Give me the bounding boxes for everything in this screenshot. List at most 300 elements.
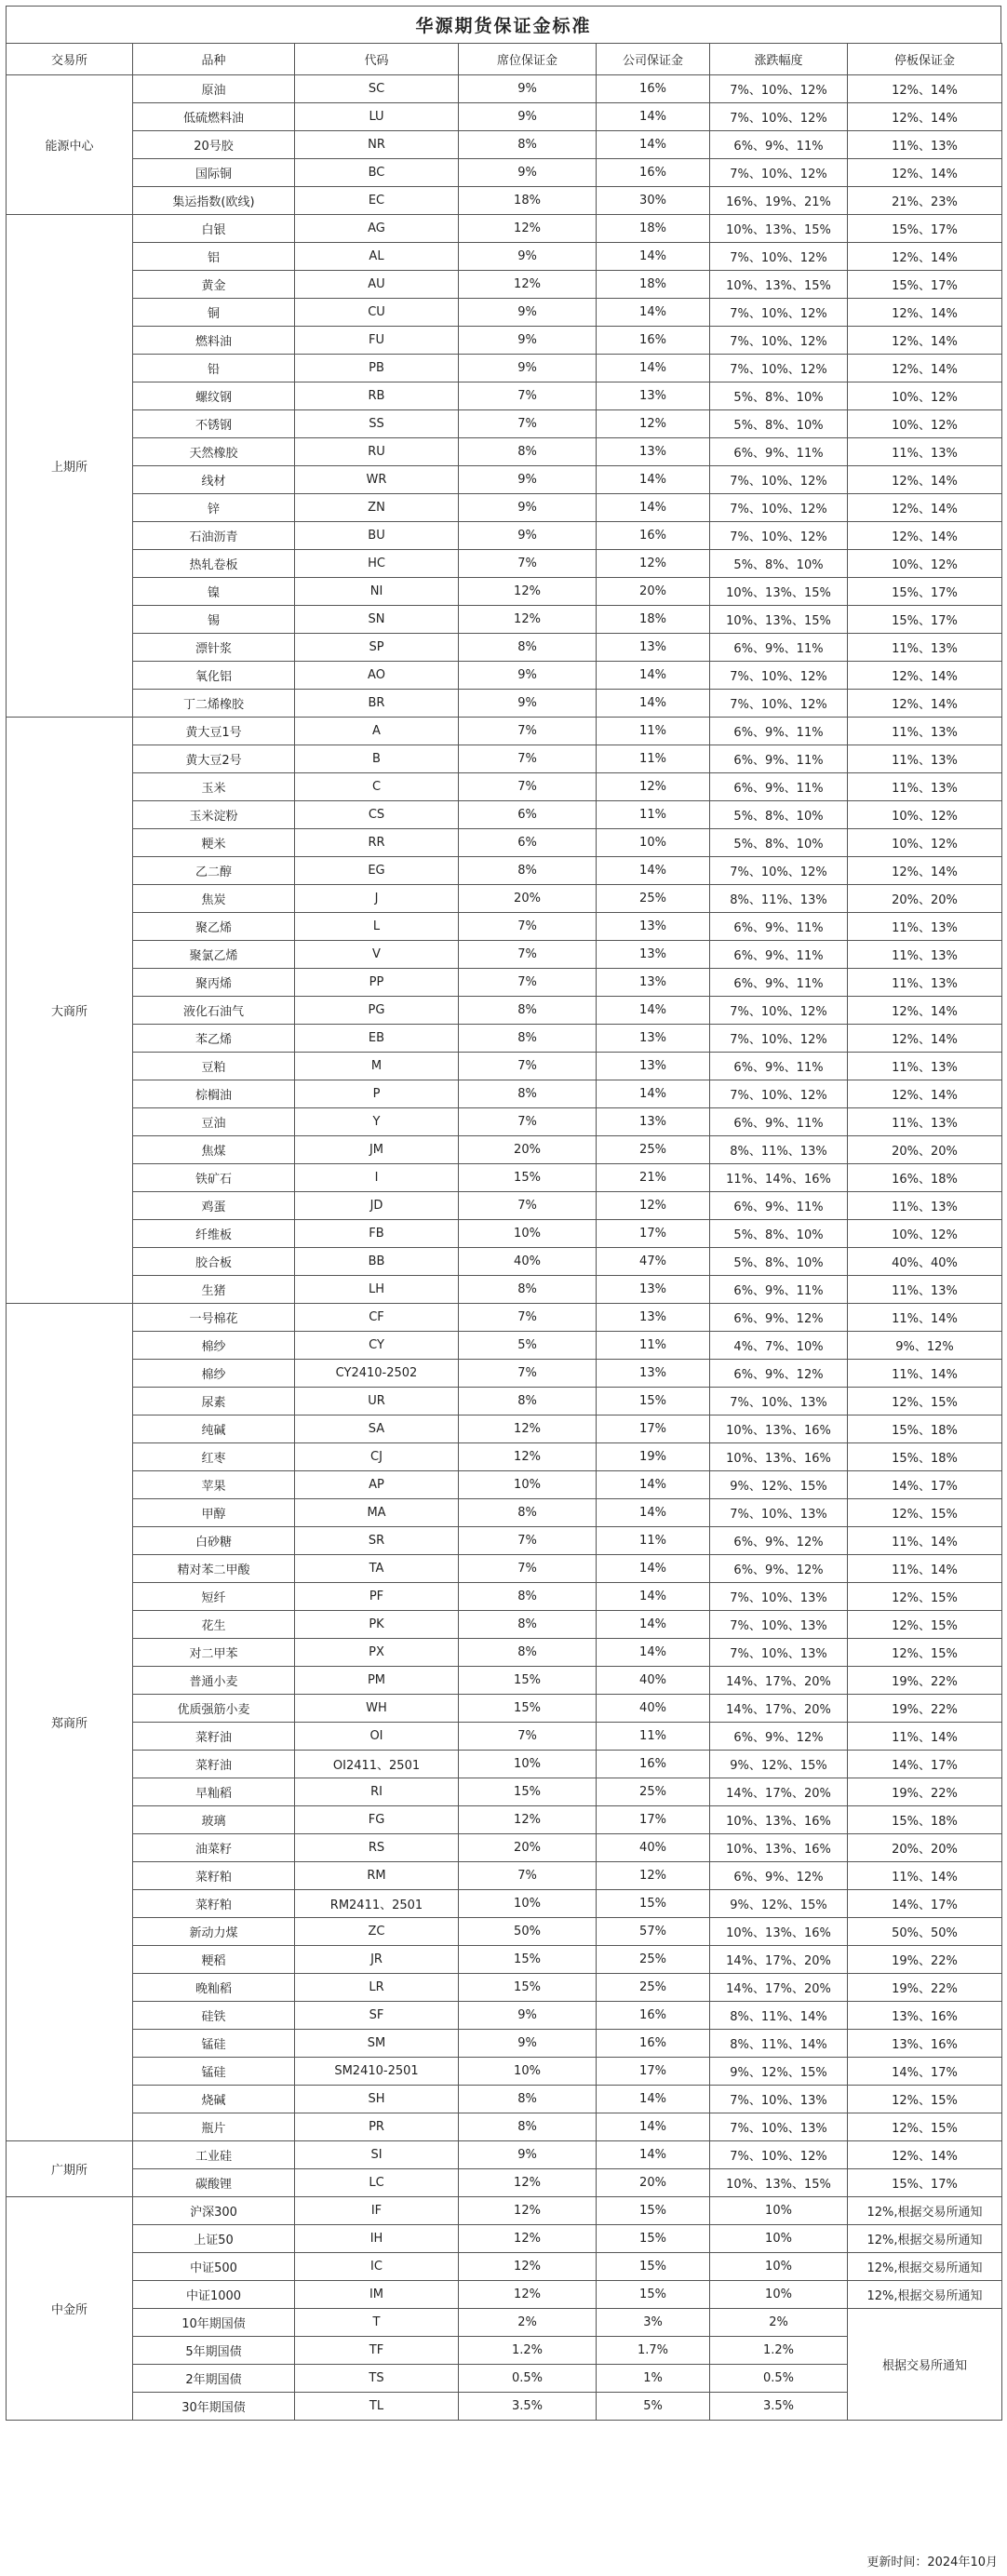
price-limit-cell: 6%、9%、11% (710, 718, 848, 745)
table-row (7, 438, 1002, 466)
product-cell: 20号胶 (133, 131, 295, 159)
product-cell: 菜籽粕 (133, 1862, 295, 1890)
code-cell: RB (295, 382, 459, 410)
limit-margin-cell: 10%、12% (848, 1220, 1002, 1248)
code-cell: SS (295, 410, 459, 438)
product-cell: 瓶片 (133, 2113, 295, 2141)
limit-margin-cell: 12%、14% (848, 243, 1002, 271)
price-limit-cell: 14%、17%、20% (710, 1778, 848, 1806)
company-margin-cell: 13% (597, 1304, 710, 1332)
product-cell: 尿素 (133, 1388, 295, 1415)
table-row (7, 1471, 1002, 1499)
product-cell: 5年期国债 (133, 2337, 295, 2365)
product-cell: 镍 (133, 578, 295, 606)
limit-margin-cell: 16%、18% (848, 1164, 1002, 1192)
table-row (7, 1555, 1002, 1583)
limit-margin-cell: 12%、14% (848, 299, 1002, 327)
code-cell: PP (295, 969, 459, 997)
code-cell: I (295, 1164, 459, 1192)
code-cell: RR (295, 829, 459, 857)
company-margin-cell: 25% (597, 885, 710, 913)
price-limit-cell: 11%、14%、16% (710, 1164, 848, 1192)
seat-margin-cell: 12% (459, 215, 597, 243)
seat-margin-cell: 12% (459, 2253, 597, 2281)
limit-margin-cell: 根据交易所通知 (848, 2309, 1002, 2421)
price-limit-cell: 6%、9%、12% (710, 1723, 848, 1751)
seat-margin-cell: 9% (459, 327, 597, 355)
limit-margin-cell: 12%、15% (848, 1583, 1002, 1611)
code-cell: BR (295, 690, 459, 718)
price-limit-cell: 10% (710, 2225, 848, 2253)
seat-margin-cell: 7% (459, 969, 597, 997)
company-margin-cell: 14% (597, 494, 710, 522)
price-limit-cell: 9%、12%、15% (710, 2058, 848, 2086)
price-limit-cell: 6%、9%、11% (710, 1276, 848, 1304)
table-row (7, 327, 1002, 355)
company-margin-cell: 14% (597, 662, 710, 690)
product-cell: 花生 (133, 1611, 295, 1639)
limit-margin-cell: 11%、14% (848, 1862, 1002, 1890)
company-margin-cell: 14% (597, 243, 710, 271)
price-limit-cell: 5%、8%、10% (710, 1220, 848, 1248)
code-cell: CJ (295, 1443, 459, 1471)
product-cell: 燃料油 (133, 327, 295, 355)
price-limit-cell: 10%、13%、16% (710, 1443, 848, 1471)
code-cell: A (295, 718, 459, 745)
code-cell: WH (295, 1695, 459, 1723)
table-row (7, 1360, 1002, 1388)
company-margin-cell: 15% (597, 2197, 710, 2225)
product-cell: 菜籽油 (133, 1723, 295, 1751)
table-row (7, 1862, 1002, 1890)
price-limit-cell: 6%、9%、12% (710, 1527, 848, 1555)
product-cell: 热轧卷板 (133, 550, 295, 578)
price-limit-cell: 7%、10%、13% (710, 2086, 848, 2113)
seat-margin-cell: 9% (459, 494, 597, 522)
product-cell: 集运指数(欧线) (133, 187, 295, 215)
company-margin-cell: 14% (597, 1611, 710, 1639)
company-margin-cell: 20% (597, 2169, 710, 2197)
product-cell: 乙二醇 (133, 857, 295, 885)
company-margin-cell: 14% (597, 2113, 710, 2141)
seat-margin-cell: 10% (459, 1751, 597, 1778)
seat-margin-cell: 7% (459, 1304, 597, 1332)
price-limit-cell: 6%、9%、11% (710, 1108, 848, 1136)
code-cell: ZC (295, 1918, 459, 1946)
limit-margin-cell: 12%,根据交易所通知 (848, 2225, 1002, 2253)
table-row (7, 829, 1002, 857)
seat-margin-cell: 8% (459, 1583, 597, 1611)
seat-margin-cell: 1.2% (459, 2337, 597, 2365)
table-row (7, 662, 1002, 690)
company-margin-cell: 10% (597, 829, 710, 857)
code-cell: RS (295, 1834, 459, 1862)
header-product: 品种 (133, 44, 295, 75)
code-cell: FG (295, 1806, 459, 1834)
table-row (7, 1220, 1002, 1248)
product-cell: 苯乙烯 (133, 1025, 295, 1053)
seat-margin-cell: 20% (459, 1834, 597, 1862)
product-cell: 纯碱 (133, 1415, 295, 1443)
price-limit-cell: 7%、10%、12% (710, 159, 848, 187)
code-cell: TF (295, 2337, 459, 2365)
seat-margin-cell: 9% (459, 2030, 597, 2058)
table-row (7, 634, 1002, 662)
price-limit-cell: 3.5% (710, 2393, 848, 2421)
product-cell: 焦煤 (133, 1136, 295, 1164)
limit-margin-cell: 19%、22% (848, 1695, 1002, 1723)
table-row (7, 745, 1002, 773)
company-margin-cell: 18% (597, 271, 710, 299)
price-limit-cell: 10%、13%、15% (710, 271, 848, 299)
code-cell: SH (295, 2086, 459, 2113)
company-margin-cell: 17% (597, 1806, 710, 1834)
product-cell: 天然橡胶 (133, 438, 295, 466)
limit-margin-cell: 19%、22% (848, 1974, 1002, 2002)
update-time: 更新时间：2024年10月 (866, 2556, 998, 2569)
company-margin-cell: 16% (597, 75, 710, 103)
limit-margin-cell: 13%、16% (848, 2030, 1002, 2058)
seat-margin-cell: 9% (459, 2002, 597, 2030)
price-limit-cell: 6%、9%、12% (710, 1555, 848, 1583)
product-cell: 对二甲苯 (133, 1639, 295, 1667)
table-row (7, 2113, 1002, 2141)
exchange-cell: 大商所 (7, 718, 133, 1304)
table-row (7, 1136, 1002, 1164)
limit-margin-cell: 10%、12% (848, 550, 1002, 578)
product-cell: 线材 (133, 466, 295, 494)
seat-margin-cell: 15% (459, 1667, 597, 1695)
company-margin-cell: 15% (597, 1388, 710, 1415)
company-margin-cell: 14% (597, 1583, 710, 1611)
price-limit-cell: 6%、9%、11% (710, 1053, 848, 1080)
company-margin-cell: 25% (597, 1136, 710, 1164)
header-exchange: 交易所 (7, 44, 133, 75)
limit-margin-cell: 12%、14% (848, 1025, 1002, 1053)
exchange-cell: 广期所 (7, 2141, 133, 2197)
limit-margin-cell: 11%、13% (848, 634, 1002, 662)
limit-margin-cell: 12%、14% (848, 857, 1002, 885)
seat-margin-cell: 12% (459, 1443, 597, 1471)
table-row (7, 2058, 1002, 2086)
product-cell: 铅 (133, 355, 295, 382)
code-cell: PR (295, 2113, 459, 2141)
company-margin-cell: 3% (597, 2309, 710, 2337)
seat-margin-cell: 7% (459, 410, 597, 438)
code-cell: IC (295, 2253, 459, 2281)
seat-margin-cell: 12% (459, 2281, 597, 2309)
price-limit-cell: 6%、9%、11% (710, 438, 848, 466)
seat-margin-cell: 9% (459, 662, 597, 690)
exchange-cell: 中金所 (7, 2197, 133, 2421)
header-seat-margin: 席位保证金 (459, 44, 597, 75)
seat-margin-cell: 6% (459, 801, 597, 829)
table-row (7, 1695, 1002, 1723)
price-limit-cell: 6%、9%、11% (710, 941, 848, 969)
product-cell: 液化石油气 (133, 997, 295, 1025)
table-row (7, 1611, 1002, 1639)
code-cell: PX (295, 1639, 459, 1667)
seat-margin-cell: 10% (459, 1471, 597, 1499)
code-cell: SM (295, 2030, 459, 2058)
limit-margin-cell: 50%、50% (848, 1918, 1002, 1946)
table-row (7, 1248, 1002, 1276)
company-margin-cell: 13% (597, 941, 710, 969)
limit-margin-cell: 11%、13% (848, 1053, 1002, 1080)
table-row (7, 187, 1002, 215)
seat-margin-cell: 18% (459, 187, 597, 215)
code-cell: BC (295, 159, 459, 187)
limit-margin-cell: 11%、14% (848, 1723, 1002, 1751)
table-row (7, 466, 1002, 494)
company-margin-cell: 12% (597, 550, 710, 578)
company-margin-cell: 19% (597, 1443, 710, 1471)
table-row (7, 1276, 1002, 1304)
table-row (7, 2086, 1002, 2113)
exchange-cell: 上期所 (7, 215, 133, 718)
price-limit-cell: 1.2% (710, 2337, 848, 2365)
table-row (7, 1415, 1002, 1443)
limit-margin-cell: 13%、16% (848, 2002, 1002, 2030)
limit-margin-cell: 11%、14% (848, 1527, 1002, 1555)
price-limit-cell: 7%、10%、13% (710, 1639, 848, 1667)
limit-margin-cell: 21%、23% (848, 187, 1002, 215)
price-limit-cell: 0.5% (710, 2365, 848, 2393)
seat-margin-cell: 9% (459, 522, 597, 550)
code-cell: UR (295, 1388, 459, 1415)
company-margin-cell: 18% (597, 606, 710, 634)
code-cell: PB (295, 355, 459, 382)
product-cell: 棕榈油 (133, 1080, 295, 1108)
table-row (7, 1053, 1002, 1080)
price-limit-cell: 7%、10%、12% (710, 857, 848, 885)
company-margin-cell: 14% (597, 1080, 710, 1108)
seat-margin-cell: 12% (459, 578, 597, 606)
table-row (7, 1192, 1002, 1220)
code-cell: AO (295, 662, 459, 690)
company-margin-cell: 14% (597, 2141, 710, 2169)
seat-margin-cell: 10% (459, 1220, 597, 1248)
price-limit-cell: 14%、17%、20% (710, 1946, 848, 1974)
product-cell: 菜籽粕 (133, 1890, 295, 1918)
price-limit-cell: 10% (710, 2253, 848, 2281)
seat-margin-cell: 8% (459, 997, 597, 1025)
code-cell: ZN (295, 494, 459, 522)
table-row (7, 2169, 1002, 2197)
seat-margin-cell: 50% (459, 1918, 597, 1946)
price-limit-cell: 7%、10%、12% (710, 243, 848, 271)
limit-margin-cell: 11%、13% (848, 913, 1002, 941)
seat-margin-cell: 7% (459, 913, 597, 941)
product-cell: 普通小麦 (133, 1667, 295, 1695)
seat-margin-cell: 9% (459, 690, 597, 718)
code-cell: T (295, 2309, 459, 2337)
product-cell: 聚氯乙烯 (133, 941, 295, 969)
company-margin-cell: 11% (597, 1332, 710, 1360)
code-cell: Y (295, 1108, 459, 1136)
limit-margin-cell: 10%、12% (848, 382, 1002, 410)
limit-margin-cell: 12%、14% (848, 103, 1002, 131)
limit-margin-cell: 10%、12% (848, 410, 1002, 438)
company-margin-cell: 40% (597, 1834, 710, 1862)
table-row (7, 690, 1002, 718)
company-margin-cell: 5% (597, 2393, 710, 2421)
company-margin-cell: 57% (597, 1918, 710, 1946)
seat-margin-cell: 12% (459, 2225, 597, 2253)
limit-margin-cell: 14%、17% (848, 2058, 1002, 2086)
table-row (7, 1890, 1002, 1918)
table-row (7, 1080, 1002, 1108)
seat-margin-cell: 8% (459, 1639, 597, 1667)
price-limit-cell: 7%、10%、13% (710, 1611, 848, 1639)
company-margin-cell: 47% (597, 1248, 710, 1276)
product-cell: 胶合板 (133, 1248, 295, 1276)
company-margin-cell: 11% (597, 745, 710, 773)
code-cell: RI (295, 1778, 459, 1806)
price-limit-cell: 10%、13%、16% (710, 1834, 848, 1862)
product-cell: 一号棉花 (133, 1304, 295, 1332)
table-row (7, 857, 1002, 885)
code-cell: LR (295, 1974, 459, 2002)
code-cell: TL (295, 2393, 459, 2421)
table-row (7, 271, 1002, 299)
table-row (7, 1918, 1002, 1946)
price-limit-cell: 5%、8%、10% (710, 829, 848, 857)
price-limit-cell: 6%、9%、11% (710, 773, 848, 801)
table-row (7, 2253, 1002, 2281)
product-cell: 工业硅 (133, 2141, 295, 2169)
seat-margin-cell: 9% (459, 355, 597, 382)
company-margin-cell: 17% (597, 1220, 710, 1248)
seat-margin-cell: 7% (459, 718, 597, 745)
table-row (7, 1806, 1002, 1834)
table-row (7, 885, 1002, 913)
product-cell: 10年期国债 (133, 2309, 295, 2337)
price-limit-cell: 6%、9%、11% (710, 1192, 848, 1220)
code-cell: M (295, 1053, 459, 1080)
company-margin-cell: 13% (597, 1276, 710, 1304)
code-cell: PK (295, 1611, 459, 1639)
exchange-cell: 能源中心 (7, 75, 133, 215)
company-margin-cell: 14% (597, 355, 710, 382)
product-cell: 国际铜 (133, 159, 295, 187)
price-limit-cell: 10% (710, 2281, 848, 2309)
limit-margin-cell: 11%、13% (848, 438, 1002, 466)
code-cell: CS (295, 801, 459, 829)
limit-margin-cell: 12%、14% (848, 1080, 1002, 1108)
company-margin-cell: 40% (597, 1695, 710, 1723)
seat-margin-cell: 8% (459, 634, 597, 662)
company-margin-cell: 15% (597, 2253, 710, 2281)
table-row (7, 773, 1002, 801)
product-cell: 黄大豆2号 (133, 745, 295, 773)
limit-margin-cell: 12%、15% (848, 1499, 1002, 1527)
product-cell: 铁矿石 (133, 1164, 295, 1192)
code-cell: OI (295, 1723, 459, 1751)
company-margin-cell: 11% (597, 1723, 710, 1751)
company-margin-cell: 14% (597, 1499, 710, 1527)
product-cell: 原油 (133, 75, 295, 103)
limit-margin-cell: 12%、15% (848, 2086, 1002, 2113)
limit-margin-cell: 11%、13% (848, 718, 1002, 745)
company-margin-cell: 30% (597, 187, 710, 215)
limit-margin-cell: 12%、14% (848, 662, 1002, 690)
code-cell: AU (295, 271, 459, 299)
limit-margin-cell: 40%、40% (848, 1248, 1002, 1276)
price-limit-cell: 6%、9%、12% (710, 1862, 848, 1890)
table-row (7, 1025, 1002, 1053)
seat-margin-cell: 7% (459, 1723, 597, 1751)
table-row (7, 1723, 1002, 1751)
seat-margin-cell: 15% (459, 1164, 597, 1192)
limit-margin-cell: 20%、20% (848, 1834, 1002, 1862)
seat-margin-cell: 12% (459, 271, 597, 299)
product-cell: 新动力煤 (133, 1918, 295, 1946)
price-limit-cell: 4%、7%、10% (710, 1332, 848, 1360)
limit-margin-cell: 15%、18% (848, 1443, 1002, 1471)
price-limit-cell: 7%、10%、12% (710, 997, 848, 1025)
limit-margin-cell: 19%、22% (848, 1946, 1002, 1974)
product-cell: 红枣 (133, 1443, 295, 1471)
table-row (7, 1639, 1002, 1667)
seat-margin-cell: 9% (459, 299, 597, 327)
limit-margin-cell: 12%、14% (848, 75, 1002, 103)
price-limit-cell: 5%、8%、10% (710, 1248, 848, 1276)
table-row (7, 1778, 1002, 1806)
price-limit-cell: 10%、13%、16% (710, 1415, 848, 1443)
seat-margin-cell: 8% (459, 857, 597, 885)
limit-margin-cell: 12%、15% (848, 2113, 1002, 2141)
table-row (7, 2030, 1002, 2058)
limit-margin-cell: 20%、20% (848, 885, 1002, 913)
table-row (7, 410, 1002, 438)
code-cell: LC (295, 2169, 459, 2197)
seat-margin-cell: 20% (459, 1136, 597, 1164)
code-cell: JR (295, 1946, 459, 1974)
table-row (7, 1974, 1002, 2002)
limit-margin-cell: 15%、18% (848, 1806, 1002, 1834)
limit-margin-cell: 11%、13% (848, 1192, 1002, 1220)
code-cell: RU (295, 438, 459, 466)
company-margin-cell: 16% (597, 2002, 710, 2030)
margin-table (6, 43, 1002, 2421)
product-cell: 铝 (133, 243, 295, 271)
company-margin-cell: 25% (597, 1946, 710, 1974)
price-limit-cell: 7%、10%、12% (710, 75, 848, 103)
product-cell: 豆油 (133, 1108, 295, 1136)
limit-margin-cell: 10%、12% (848, 801, 1002, 829)
company-margin-cell: 25% (597, 1974, 710, 2002)
product-cell: 粳稻 (133, 1946, 295, 1974)
price-limit-cell: 7%、10%、12% (710, 299, 848, 327)
price-limit-cell: 5%、8%、10% (710, 550, 848, 578)
limit-margin-cell: 19%、22% (848, 1778, 1002, 1806)
table-body (7, 75, 1002, 2421)
seat-margin-cell: 7% (459, 745, 597, 773)
code-cell: JM (295, 1136, 459, 1164)
company-margin-cell: 17% (597, 2058, 710, 2086)
limit-margin-cell: 11%、13% (848, 745, 1002, 773)
code-cell: RM (295, 1862, 459, 1890)
code-cell: BB (295, 1248, 459, 1276)
code-cell: PG (295, 997, 459, 1025)
header-price-limit: 涨跌幅度 (710, 44, 848, 75)
seat-margin-cell: 10% (459, 2058, 597, 2086)
product-cell: 30年期国债 (133, 2393, 295, 2421)
company-margin-cell: 15% (597, 2281, 710, 2309)
seat-margin-cell: 9% (459, 103, 597, 131)
company-margin-cell: 14% (597, 466, 710, 494)
